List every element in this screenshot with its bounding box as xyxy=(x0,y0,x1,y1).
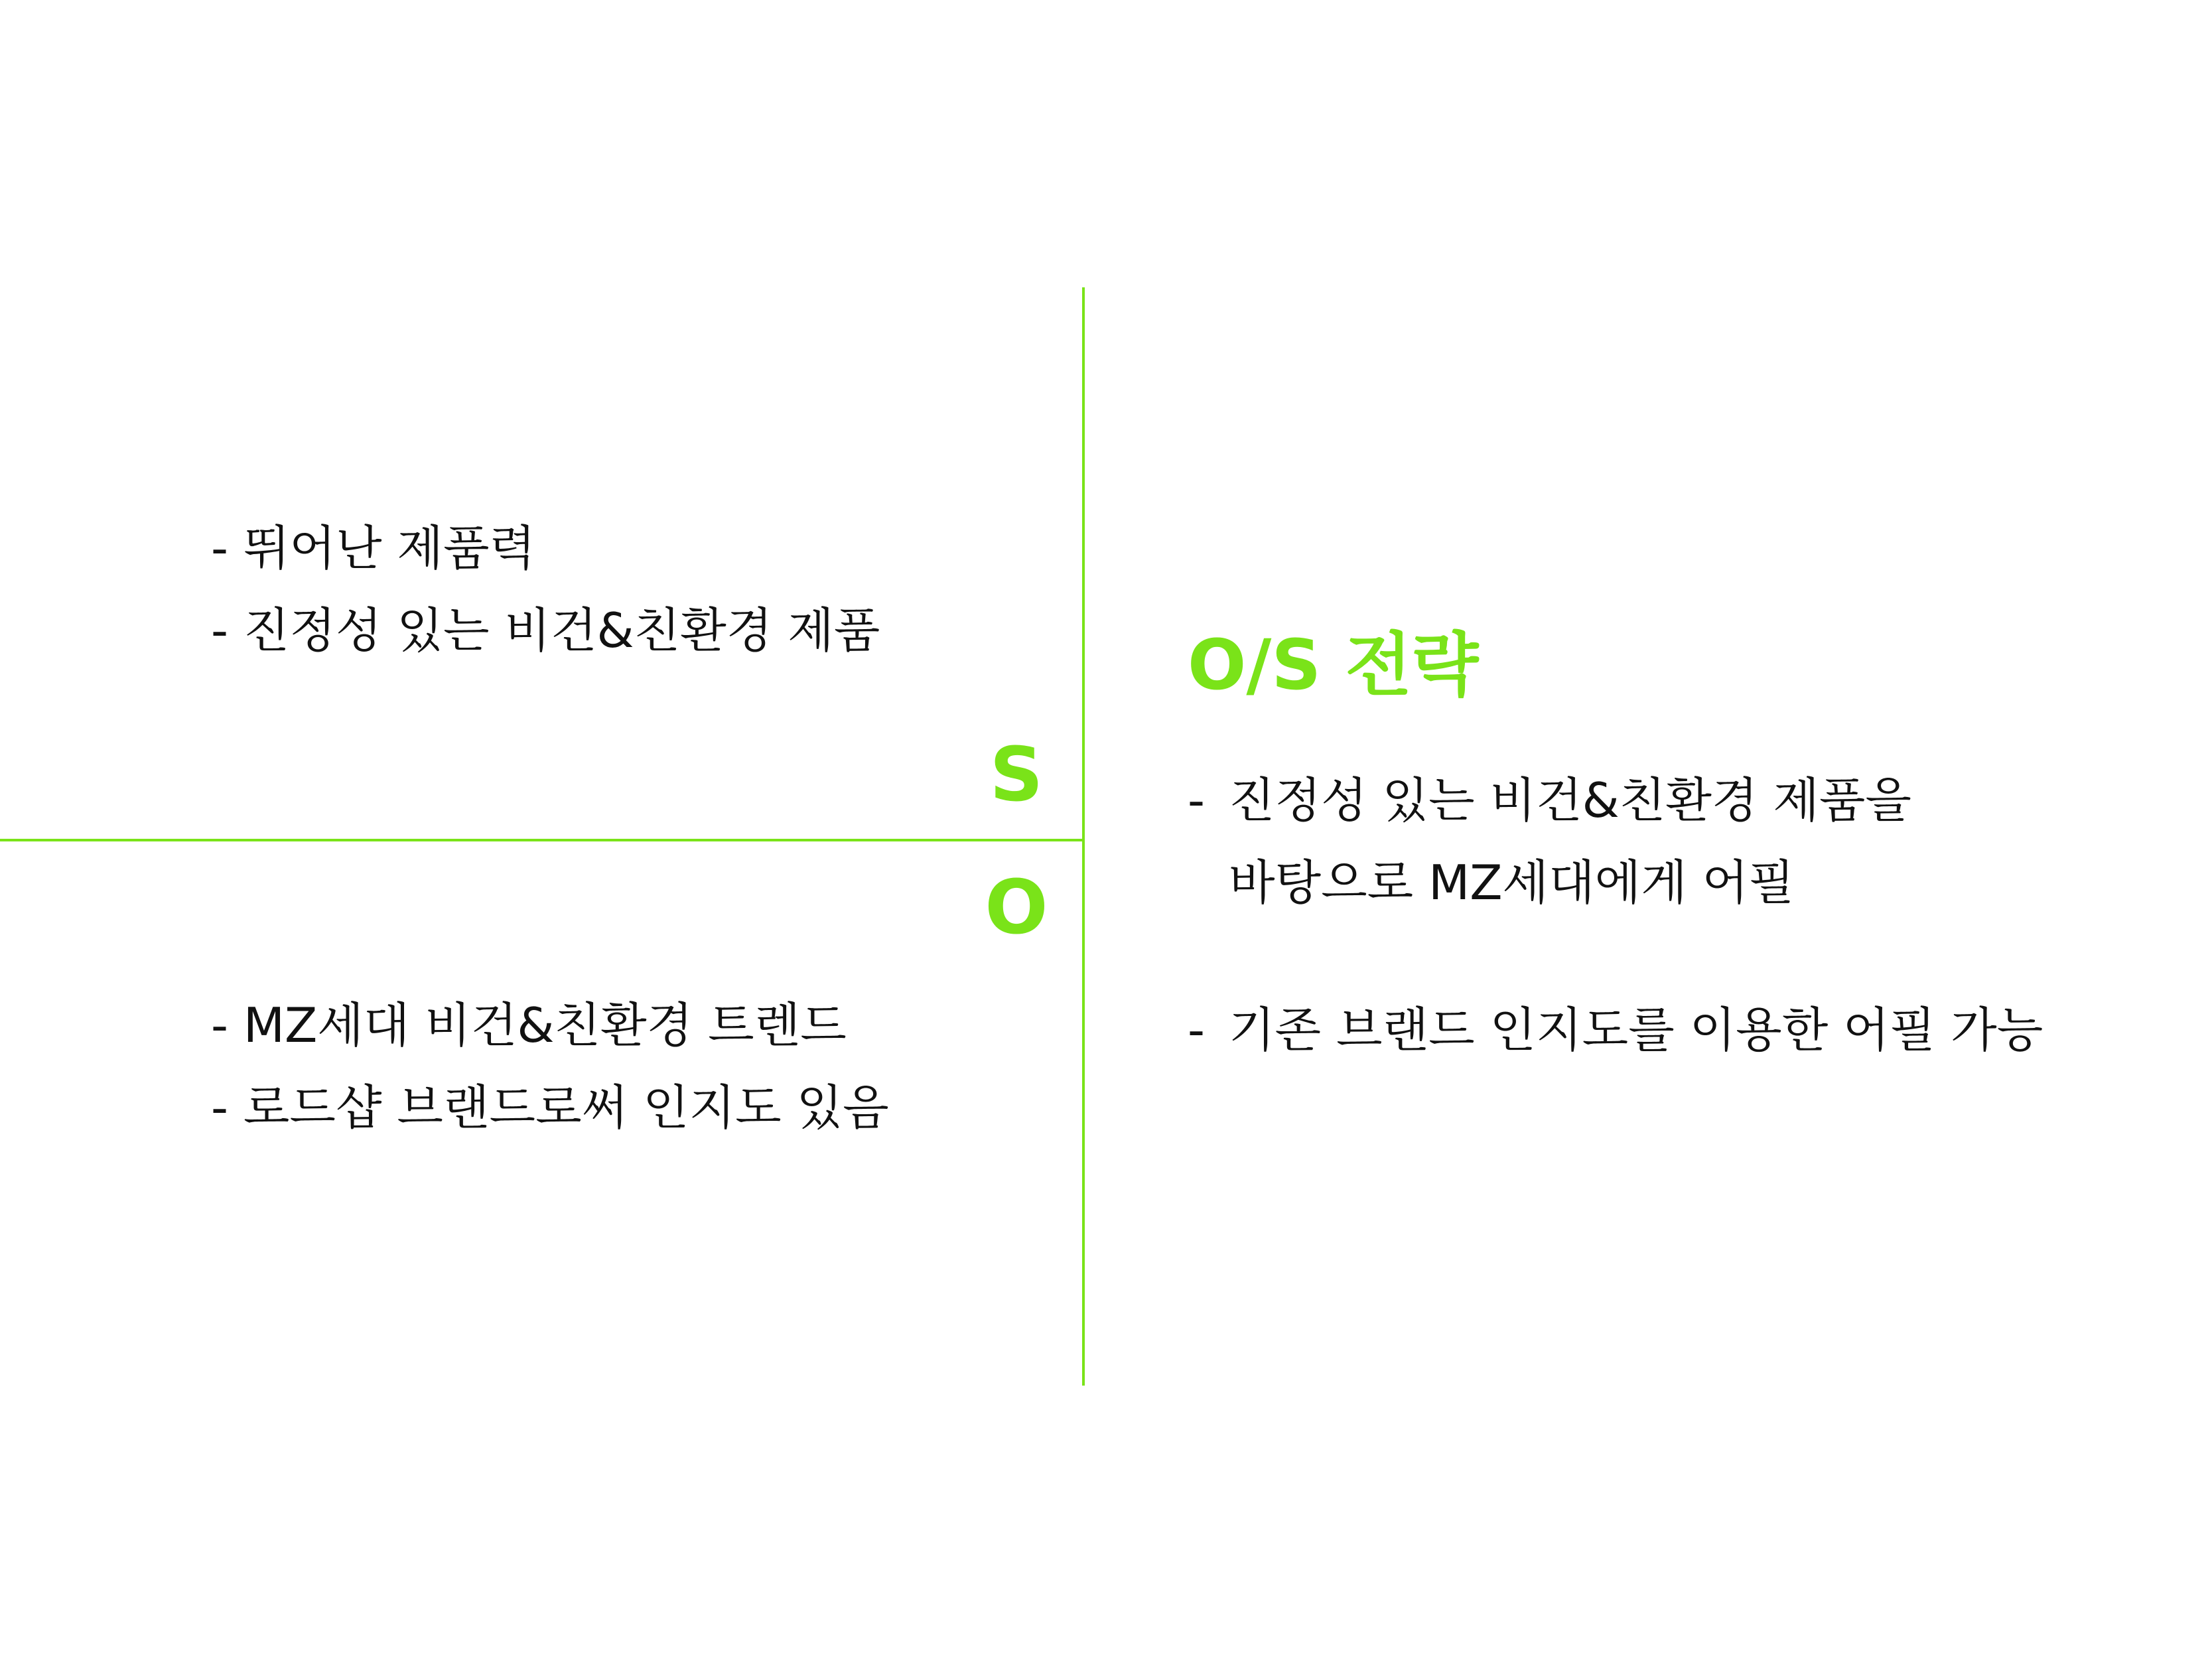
strategy-item-continuation: 바탕으로 MZ세대에게 어필 xyxy=(1229,855,1795,910)
strategy-title: O/S 전략 xyxy=(1188,624,1479,705)
strength-label: S xyxy=(989,732,1044,818)
opportunities-list xyxy=(211,997,889,1135)
horizontal-divider xyxy=(0,839,1083,841)
strategy-item-text: 진정성 있는 비건&친환경 제품을 xyxy=(1229,772,1911,828)
list-item: - 뛰어난 제품력 xyxy=(211,520,536,576)
strategy-item-text: 기존 브랜드 인지도를 이용한 어필 가능 xyxy=(1229,1002,2043,1058)
list-item: - 진정성 있는 비건&친환경 제품 xyxy=(211,603,880,658)
strategy-list xyxy=(1188,772,2043,1058)
strategy-item xyxy=(1188,1002,2043,1058)
bullet-dash: - xyxy=(1188,1002,1205,1058)
vertical-divider xyxy=(1082,287,1085,1386)
opportunity-label: O xyxy=(985,865,1048,951)
strategy-item xyxy=(1188,772,2043,910)
list-item: - 로드샵 브랜드로써 인지도 있음 xyxy=(211,1080,889,1135)
list-item: - MZ세대 비건&친환경 트렌드 xyxy=(211,997,847,1053)
strengths-list xyxy=(211,520,880,658)
bullet-dash: - xyxy=(1188,772,1205,828)
